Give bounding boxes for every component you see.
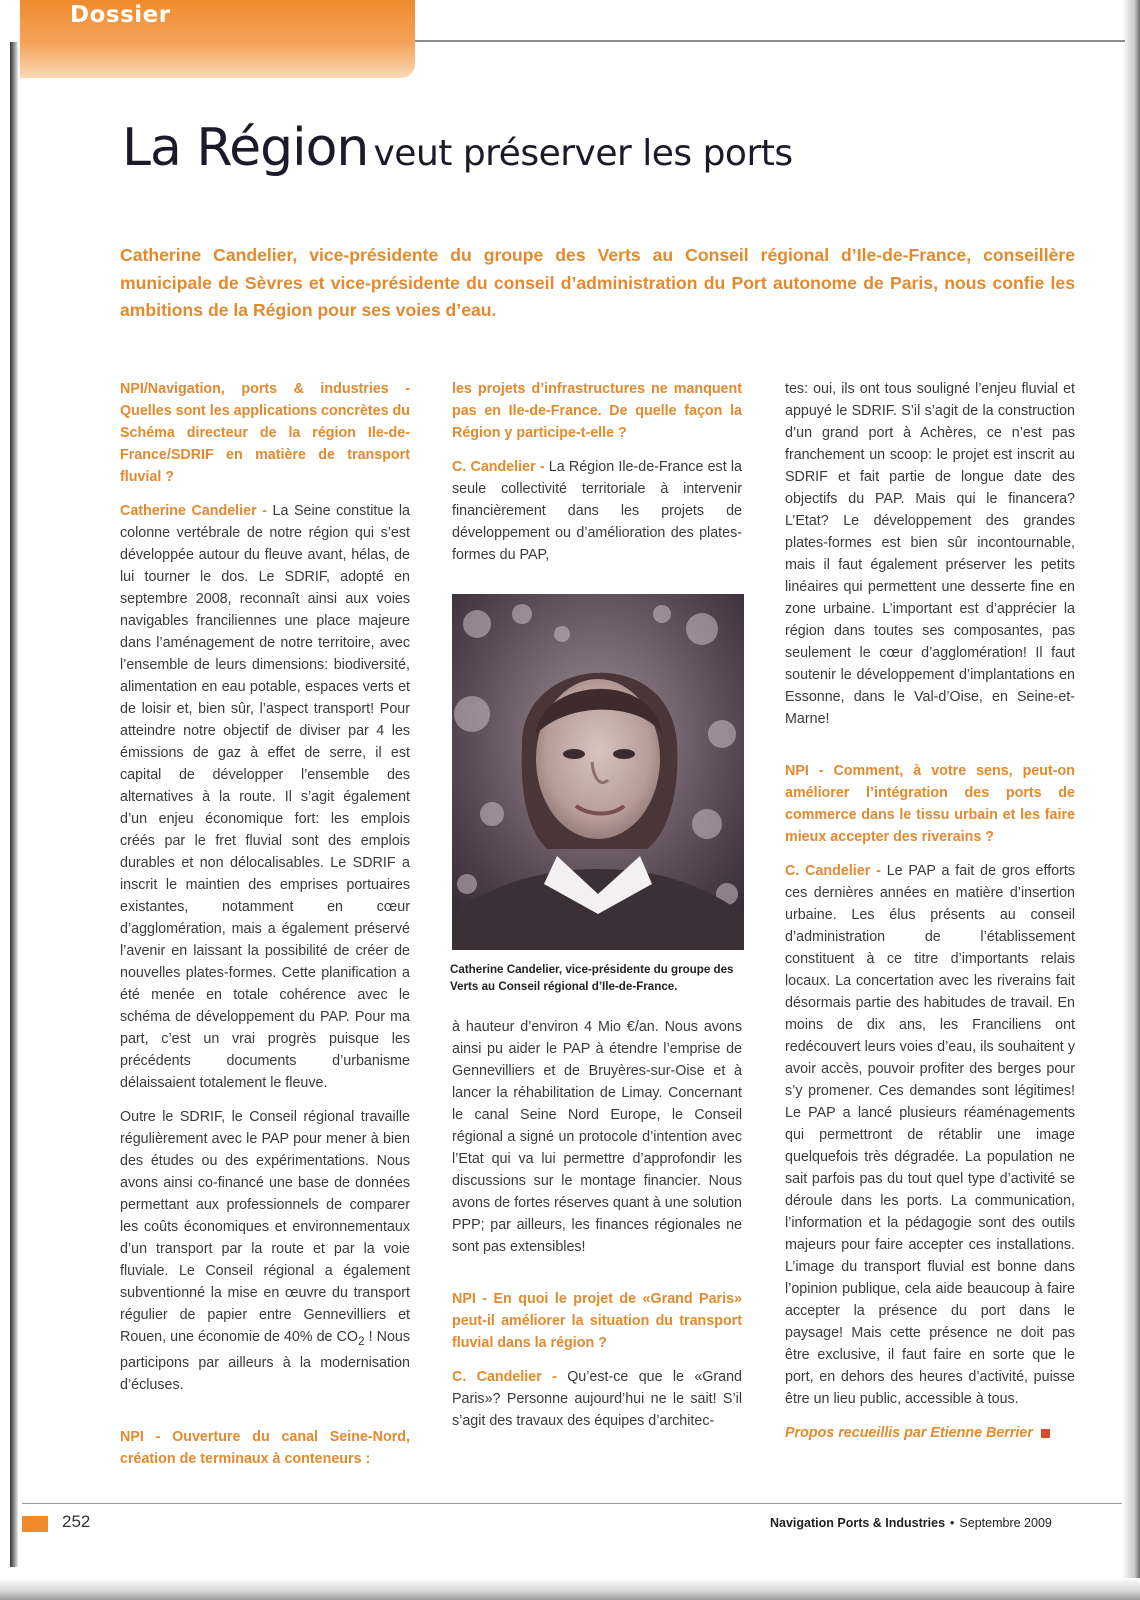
page-number: 252: [62, 1512, 91, 1531]
question-1: NPI/Navigation, ports & industries - Quelles sont les applications concrètes du Schéma directeur de la région Ile-de-France/SDRIF en matière de transport fluvial ?: [120, 381, 410, 485]
column-2-lower: [452, 1016, 742, 1444]
answer-3-speaker: C. Candelier -: [452, 1369, 557, 1385]
title-main: La Région: [122, 118, 369, 178]
article-lede: Catherine Candelier, vice-présidente du groupe des Verts au Conseil régional d’Ile-de-France, conseillère municipale de Sèvres et vice-présidente du conseil d’administration du Port autonome de Paris, nous confie les ambitions de la Région pour ses voies d’eau.: [120, 245, 1075, 320]
answer-4: [785, 860, 1075, 1410]
column-2-upper: [452, 378, 742, 578]
header-rule: [415, 40, 1125, 42]
portrait-illustration: [452, 594, 744, 950]
footer-publication: [770, 1516, 1052, 1530]
publication-name: Navigation Ports & Industries: [770, 1516, 946, 1530]
end-mark-icon: [1041, 1429, 1050, 1438]
answer-1-cont-before: Outre le SDRIF, le Conseil régional travaille régulièrement avec le PAP pour mener à bien des études ou des expérimentations. Nous avons ainsi co-financé une base de données permettant aux professionnels de comparer les coûts économiques et environnementaux d’un transport par la route et par la voie fluviale. Le Conseil régional a également subventionné la mise en œuvre du transport régulier de papier entre Gennevilliers et Rouen, une économie de 40% de CO: [120, 1109, 410, 1345]
answer-3: [452, 1366, 742, 1432]
question-2-end: les projets d’infrastructures ne manquent pas en Ile-de-France. De quelle façon la Région y participe-t-elle ?: [452, 381, 742, 441]
answer-2: [452, 456, 742, 566]
answer-4-speaker: C. Candelier -: [785, 863, 881, 879]
answer-4-text: Le PAP a fait de gros efforts ces dernières années en matière d’insertion urbaine. Les élus présents au conseil d’administration de l’établissement constituent à ce titre d’importants relais locaux. La concertation avec les riverains fait désormais partie des habitudes de travail. En moins de dix ans, les Franciliens ont redécouvert leurs voies d’eau, ils souhaitent y avoir accès, pouvoir profiter des berges pour s’y promener. Ces demandes sont légitimes! Le PAP a lancé plusieurs réaménagements qui permettront de rétablir une image quelquefois très dégradée. La population ne sait parfois pas du tout quel type d’activité se déroule dans les ports. La communication, l’information et la pédagogie sont des outils majeurs pour faire accepter ces installations. L’image du transport fluvial est bonne dans l’opinion publique, cela aide beaucoup à faire accepter la présence du port dans le paysage! Mais cette présence ne doit pas être exclusive, il faut faire en sorte que le port, en dehors des heures d’activité, puisse être un lieu public, accessible à tous.: [785, 863, 1076, 1407]
footer-separator: •: [950, 1516, 955, 1530]
question-4: NPI - Comment, à votre sens, peut-on améliorer l’intégration des ports de commerce dans le tissu urbain et les faire mieux accepter des riverains ?: [785, 763, 1075, 845]
answer-1: [120, 500, 410, 1094]
article-title: [122, 118, 793, 178]
answer-1-continued: [120, 1106, 410, 1396]
answer-2-continued: à hauteur d’environ 4 Mio €/an. Nous avons ainsi pu aider le PAP à étendre l’emprise de Gennevilliers et de Bruyères-sur-Oise et à lancer la réhabilitation de Limay. Concernant le canal Seine Nord Europe, le Conseil régional a signé un protocole d’intention avec l’Etat qui va lui permettre d’approfondir les discussions sur le montage financier. Nous avons de fortes réserves quant à une solution PPP; par ailleurs, les finances régionales ne sont pas extensibles!: [452, 1019, 742, 1255]
photo-caption: Catherine Candelier, vice-présidente du groupe des Verts au Conseil régional d’Ile-de-France.: [450, 963, 734, 993]
co2-subscript: 2: [357, 1333, 365, 1348]
question-2-start: NPI - Ouverture du canal Seine-Nord, création de terminaux à conteneurs :: [120, 1428, 410, 1467]
signature-line: [785, 1422, 1075, 1444]
answer-1-cont-after: ! Nous participons par ailleurs à la modernisation d’écluses.: [120, 1329, 410, 1393]
answer-1-text: La Seine constitue la colonne vertébrale de notre région qui s’est développée autour du fleuve avant, hélas, de lui tourner le dos. Le SDRIF, adopté en septembre 2008, reconnaît ainsi aux voies navigables franciliennes une place majeure dans l’aménagement de notre territoire, avec l’ensemble de leurs dimensions: biodiversité, alimentation en eau potable, espaces verts et de loisir et, bien sûr, l’aspect transport! Pour atteindre notre objectif de diviser par 4 les émissions de gaz à effet de serre, il est capital de développer l’ensemble des alternatives à la route. Il s’agit également d’un enjeu économique fort: les emplois créés par le fret fluvial sont des emplois durables et non délocalisables. Le SDRIF a inscrit le maintien des emprises portuaires existantes, notamment en cœur d’agglomération, mais a également préservé l’avenir en laissant la possibilité de créer de nouvelles plates-formes. Cette planification a été menée en totale cohérence avec le schéma de développement du PAP. Pour ma part, c’est un vrai progrès puisque les précédents documents d’urbanisme délaissaient totalement le fleuve.: [120, 503, 410, 1091]
column-3: [785, 378, 1075, 1456]
portrait-photo: [452, 594, 744, 950]
title-rest: veut préserver les ports: [373, 133, 793, 174]
section-label: Dossier: [70, 2, 171, 28]
footer-rule: [22, 1503, 1122, 1504]
column-1: [120, 378, 410, 1482]
page-bottom-edge: [0, 1578, 1140, 1600]
page-right-edge: [1122, 0, 1140, 1600]
answer-2-speaker: C. Candelier -: [452, 459, 545, 475]
question-3: NPI - En quoi le projet de «Grand Paris» peut-il améliorer la situation du transport fluvial dans la région ?: [452, 1291, 742, 1351]
signature: Propos recueillis par Etienne Berrier: [785, 1425, 1033, 1441]
page-binding-edge: [10, 42, 18, 1567]
answer-1-speaker: Catherine Candelier -: [120, 503, 267, 519]
answer-3-text: Qu’est-ce que le «Grand Paris»? Personne aujourd’hui ne le sait! S’il s’agit des travaux des équipes d’architec-: [452, 1369, 742, 1429]
footer-tab: [22, 1516, 48, 1532]
answer-2-text: La Région Ile-de-France est la seule collectivité territoriale à intervenir financièrement dans les projets de développement ou d’amélioration des plates-formes du PAP,: [452, 459, 742, 563]
issue-date: Septembre 2009: [959, 1516, 1052, 1530]
answer-3-continued: tes: oui, ils ont tous souligné l’enjeu fluvial et appuyé le SDRIF. S’il s’agit de la construction d’un grand port à Achères, ce n’est pas franchement un scoop: le projet est inscrit au SDRIF et fait partie de longue date des objectifs du PAP. Mais qui le financera? L’Etat? Le développement des grandes plates-formes est bien sûr incontournable, mais il faut également préserver les petits linéaires qui permettent une desserte fine en zone urbaine. L’important est d’apprécier la région dans toutes ses composantes, pas seulement le cœur d’agglomération! Il faut soutenir le développement d’implantations en Essonne, dans le Val-d’Oise, en Seine-et-Marne!: [785, 381, 1075, 727]
